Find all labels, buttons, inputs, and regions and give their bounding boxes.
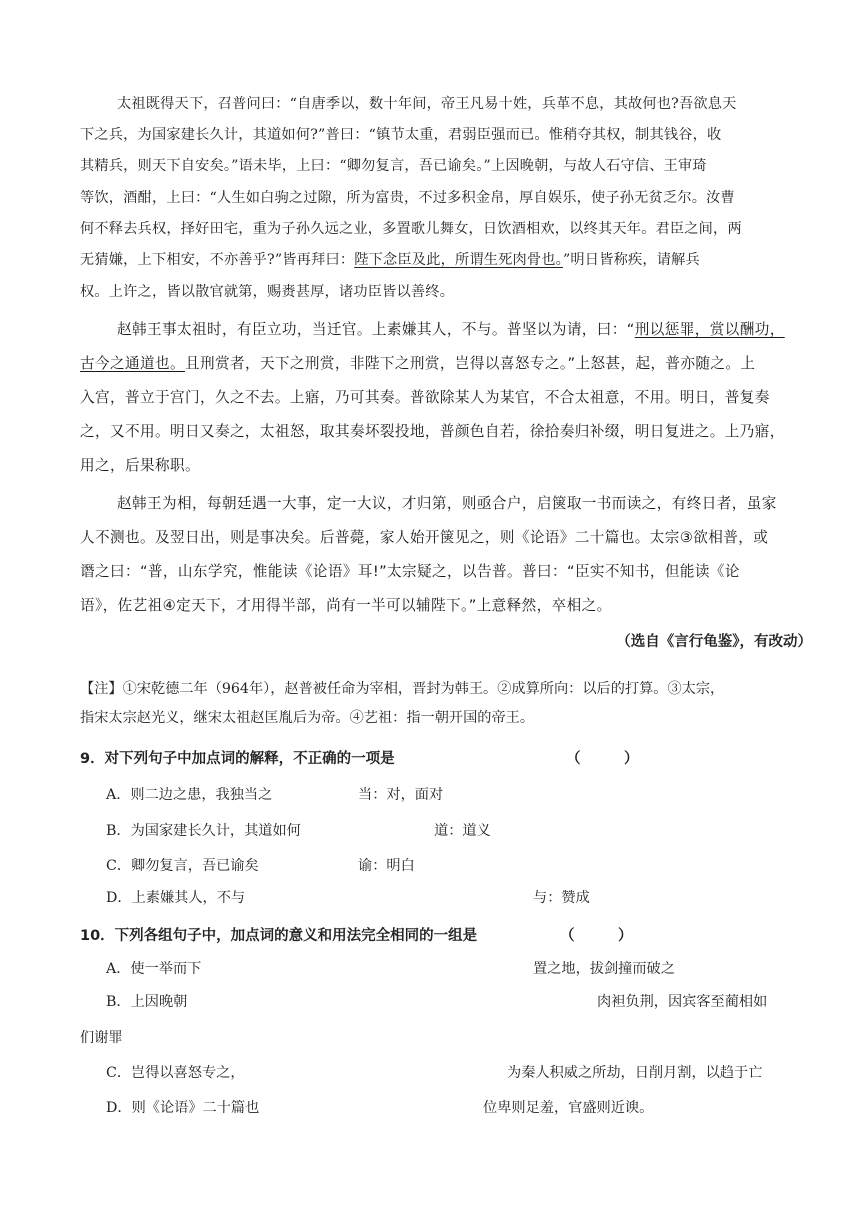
- q9-option-c: C．卿勿复言，吾已谕矣: [106, 858, 259, 874]
- passage1-line-7: 权。上许之，皆以散官就第，赐赉甚厚，诸功臣皆以善终。: [80, 284, 455, 300]
- passage3-line-1: 赵韩王为相，每朝廷遇一大事，定一大议，才归第，则亟合户，启箧取一书而读之，有终日者，虽家: [117, 495, 777, 512]
- passage1-line-6: [80, 249, 700, 269]
- q10-option-c-pair: 为秦人积威之所劫，日削月割，以趋于亡: [507, 1065, 763, 1081]
- q10-option-d: D．则《论语》二十篇也: [106, 1100, 260, 1116]
- q9-option-d-gloss: 与：赞成: [533, 890, 590, 906]
- passage2-line-5: 用之，后果称职。: [80, 457, 200, 474]
- question-9-stem: 9．对下列句子中加点词的解释，不正确的一项是: [80, 751, 395, 767]
- note-line-2: 指宋太宗赵光义，继宋太祖赵匡胤后为帝。④艺祖：指一朝开国的帝王。: [80, 710, 535, 726]
- q9-option-d: D．上素嫌其人，不与: [106, 890, 246, 906]
- question-10-answer-paren: （ ）: [560, 928, 633, 944]
- q9-option-a-gloss: 当：对，面对: [358, 787, 444, 803]
- note-line-1: 【注】①宋乾德二年（964年），赵普被任命为宰相，晋封为韩王。②成算所向：以后的打算。③太宗，: [80, 681, 725, 697]
- passage2-line-3: 入宫，普立于宫门，久之不去。上寤，乃可其奏。普欲除某人为某官，不合太祖意，不用。明日，普复奏: [80, 389, 770, 406]
- q9-option-b-gloss: 道：道义: [434, 823, 491, 839]
- passage2-line-2-rest: 且刑赏者，天下之刑赏，非陛下之刑赏，岂得以喜怒专之。”上怒甚，起，普亦随之。上: [184, 355, 756, 372]
- passage1-line-5: 何不释去兵权，择好田宅，重为子孙久远之业，多置歌儿舞女，日饮酒相欢，以终其天年。君臣之间，两: [80, 221, 742, 237]
- passage2-line-1-text: 赵韩王事太祖时，有臣立功，当迁官。上素嫌其人，不与。普坚以为请，曰：“: [117, 321, 635, 338]
- passage1-line-1: 太祖既得天下，召普问曰：“自唐季以，数十年间，帝王凡易十姓，兵革不息，其故何也?吾欲息天: [117, 96, 737, 112]
- underlined-sentence-1: 陛下念臣及此，所谓生死肉骨也。: [354, 252, 563, 268]
- q10-option-a-pair: 置之地，拔剑撞而破之: [533, 961, 675, 977]
- q10-option-b: B．上因晚朝: [106, 994, 188, 1010]
- question-10-stem: 10．下列各组句子中，加点词的意义和用法完全相同的一组是: [80, 928, 478, 944]
- q9-option-a: A．则二边之患，我独当之: [106, 787, 273, 803]
- passage2-line-2: [80, 352, 755, 373]
- passage1-line-6-tail: ”明日皆称疾，请解兵: [562, 252, 700, 268]
- passage1-line-4: 等饮，酒酣，上曰：“人生如白驹之过隙，所为富贵，不过多积金帛，厚自娱乐，使子孙无贫乏尔。汝曹: [80, 190, 735, 206]
- passage1-line-6-text: 无猜嫌，上下相安，不亦善乎?”皆再拜曰：: [80, 252, 355, 268]
- passage2-line-1: [117, 318, 785, 339]
- passage1-line-3: 其精兵，则天下自安矣。”语未毕，上曰：“卿勿复言，吾已谕矣。”上因晚朝，与故人石守信、王审琦: [80, 158, 707, 174]
- source-citation: （选自《言行龟鉴》，有改动）: [616, 634, 812, 650]
- passage3-line-4: 语》，佐艺祖④定天下，才用得半部，尚有一半可以辅陛下。”上意释然，卒相之。: [80, 597, 612, 614]
- q10-option-d-pair: 位卑则足羞，官盛则近谀。: [483, 1100, 654, 1116]
- q10-option-c: C．岂得以喜怒专之，: [106, 1065, 245, 1081]
- q10-option-a: A．使一举而下: [106, 961, 202, 977]
- q10-option-b-wrap: 们谢罪: [80, 1030, 123, 1046]
- passage3-line-2: 人不测也。及翌日出，则是事决矣。后普薨，家人始开箧见之，则《论语》二十篇也。太宗③欲相普，或: [80, 529, 769, 546]
- passage3-line-3: 谮之曰：“普，山东学究，惟能读《论语》耳!”太宗疑之，以告普。普曰：“臣实不知书，但能读《论: [80, 563, 740, 580]
- q10-option-b-pair: 肉袒负荆，因宾客至蔺相如: [597, 994, 768, 1010]
- passage2-line-4: 之，又不用。明日又奏之，太祖怒，取其奏坏裂投地，普颜色自若，徐拾奏归补缀，明日复进之。上乃寤，: [80, 423, 785, 440]
- q9-option-c-gloss: 谕：明白: [358, 858, 415, 874]
- underlined-sentence-2b: 古今之通道也。: [80, 355, 185, 372]
- q9-option-b: B．为国家建长久计，其道如何: [106, 823, 301, 839]
- question-9-answer-paren: （ ）: [566, 751, 639, 767]
- passage1-line-2: 下之兵，为国家建长久计，其道如何?”普曰：“镇节太重，君弱臣强而已。惟稍夺其权，制其钱谷，收: [80, 127, 722, 143]
- underlined-sentence-2a: 刑以惩罪，赏以酬功，: [634, 321, 785, 338]
